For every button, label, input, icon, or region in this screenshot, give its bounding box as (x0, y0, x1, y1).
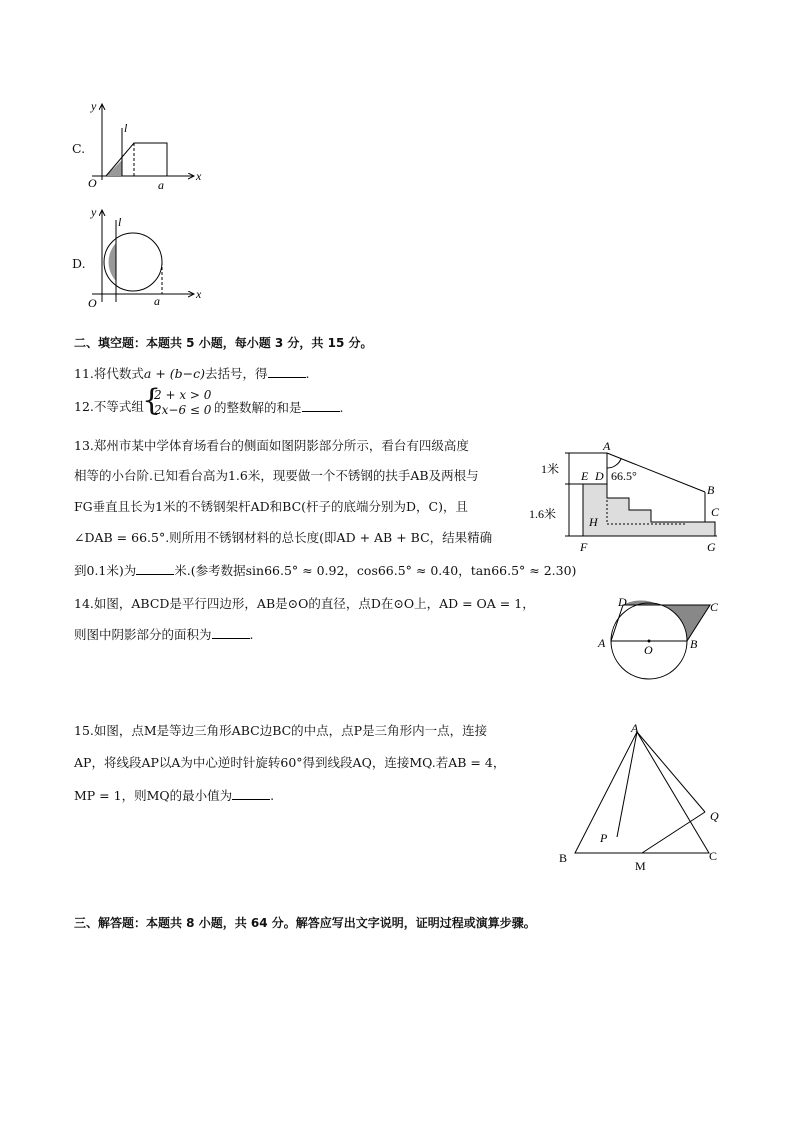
inequality-1: 2 + x > 0 (154, 388, 212, 402)
question-13-line-3: FG垂直且长为1米的不锈钢架杆AD和BC(杆子的底端分别为D，C)，且 (74, 499, 468, 514)
point-a: A (603, 440, 611, 453)
question-13-line-2: 相等的小台阶.已知看台高为1.6米，现要做一个不锈钢的扶手AB及两根与 (74, 468, 479, 483)
answer-blank (268, 365, 306, 378)
section-3-heading: 三、解答题：本题共 8 小题，共 64 分。解答应写出文字说明，证明过程或演算步骤。 (74, 916, 536, 930)
point-b: B (690, 637, 698, 651)
point-q: Q (710, 809, 719, 823)
point-h: H (589, 515, 598, 529)
system-brace: { (142, 383, 162, 418)
origin-label: O (88, 176, 97, 190)
question-11: 11.将代数式a + (b−c)去括号，得 . (74, 366, 310, 381)
a-label: a (158, 178, 164, 192)
stadium-stand-figure (525, 440, 725, 555)
section-2-heading: 二、填空题：本题共 5 小题，每小题 3 分，共 15 分。 (74, 336, 373, 350)
option-d-graph (84, 202, 206, 312)
question-14-line-1: 14.如图，ABCD是平行四边形，AB是⊙O的直径，点D在⊙O上，AD = OA = 1， (74, 596, 535, 611)
y-axis-label: y (91, 99, 97, 113)
equilateral-triangle-figure (555, 722, 730, 872)
question-12: 12.不等式组 (74, 399, 144, 414)
y-axis-label: y (91, 205, 97, 219)
point-c: C (710, 600, 719, 614)
question-15-line-1: 15.如图，点M是等边三角形ABC边BC的中点，点P是三角形内一点，连接 (74, 723, 488, 738)
point-f: F (580, 540, 588, 554)
angle-label: 66.5° (611, 469, 637, 483)
question-14-line-2: 则图中阴影部分的面积为 . (74, 627, 254, 642)
a-label: a (154, 294, 160, 308)
point-b: B (559, 851, 568, 865)
question-15-line-3: MP = 1，则MQ的最小值为 . (74, 788, 275, 803)
option-c-label: C. (72, 141, 86, 156)
question-13-line-5: 到0.1米)为 米.(参考数据sin66.5° ≈ 0.92，cos66.5° ≈ 0.40，tan66.5° ≈ 2.30) (74, 563, 577, 578)
question-13-line-1: 13.郑州市某中学体育场看台的侧面如图阴影部分所示，看台有四级高度 (74, 438, 469, 453)
point-m: M (635, 859, 646, 872)
x-axis-label: x (196, 287, 202, 301)
height-16m-label: 1.6米 (529, 507, 557, 521)
question-15-line-2: AP，将线段AP以A为中心逆时针旋转60°得到线段AQ，连接MQ.若AB = 4， (74, 755, 506, 770)
inequality-2: 2x−6 ≤ 0 (154, 403, 212, 417)
point-a: A (631, 722, 639, 735)
answer-blank (212, 626, 250, 639)
point-d: D (618, 595, 627, 609)
answer-blank (232, 787, 270, 800)
question-13-line-4: ∠DAB = 66.5°.则所用不锈钢材料的总长度(即AD + AB + BC，结果精确 (74, 530, 493, 545)
answer-blank (302, 399, 340, 412)
point-b: B (707, 483, 715, 497)
option-c-graph (84, 96, 206, 192)
point-p: P (600, 831, 608, 845)
point-e: E (581, 469, 589, 483)
option-d-label: D. (72, 256, 86, 271)
line-l-label: l (118, 215, 122, 229)
parallelogram-circle-figure (590, 592, 730, 684)
height-1m-label: 1米 (541, 462, 560, 476)
point-g: G (707, 540, 716, 554)
answer-blank (136, 562, 174, 575)
origin-label: O (88, 296, 97, 310)
question-12-tail: 的整数解的和是 . (214, 400, 344, 415)
point-c: C (709, 849, 718, 863)
point-o: O (644, 643, 653, 657)
point-d: D (595, 469, 604, 483)
point-a: A (598, 636, 606, 650)
point-c: C (711, 505, 720, 519)
line-l-label: l (124, 121, 128, 135)
x-axis-label: x (196, 169, 202, 183)
